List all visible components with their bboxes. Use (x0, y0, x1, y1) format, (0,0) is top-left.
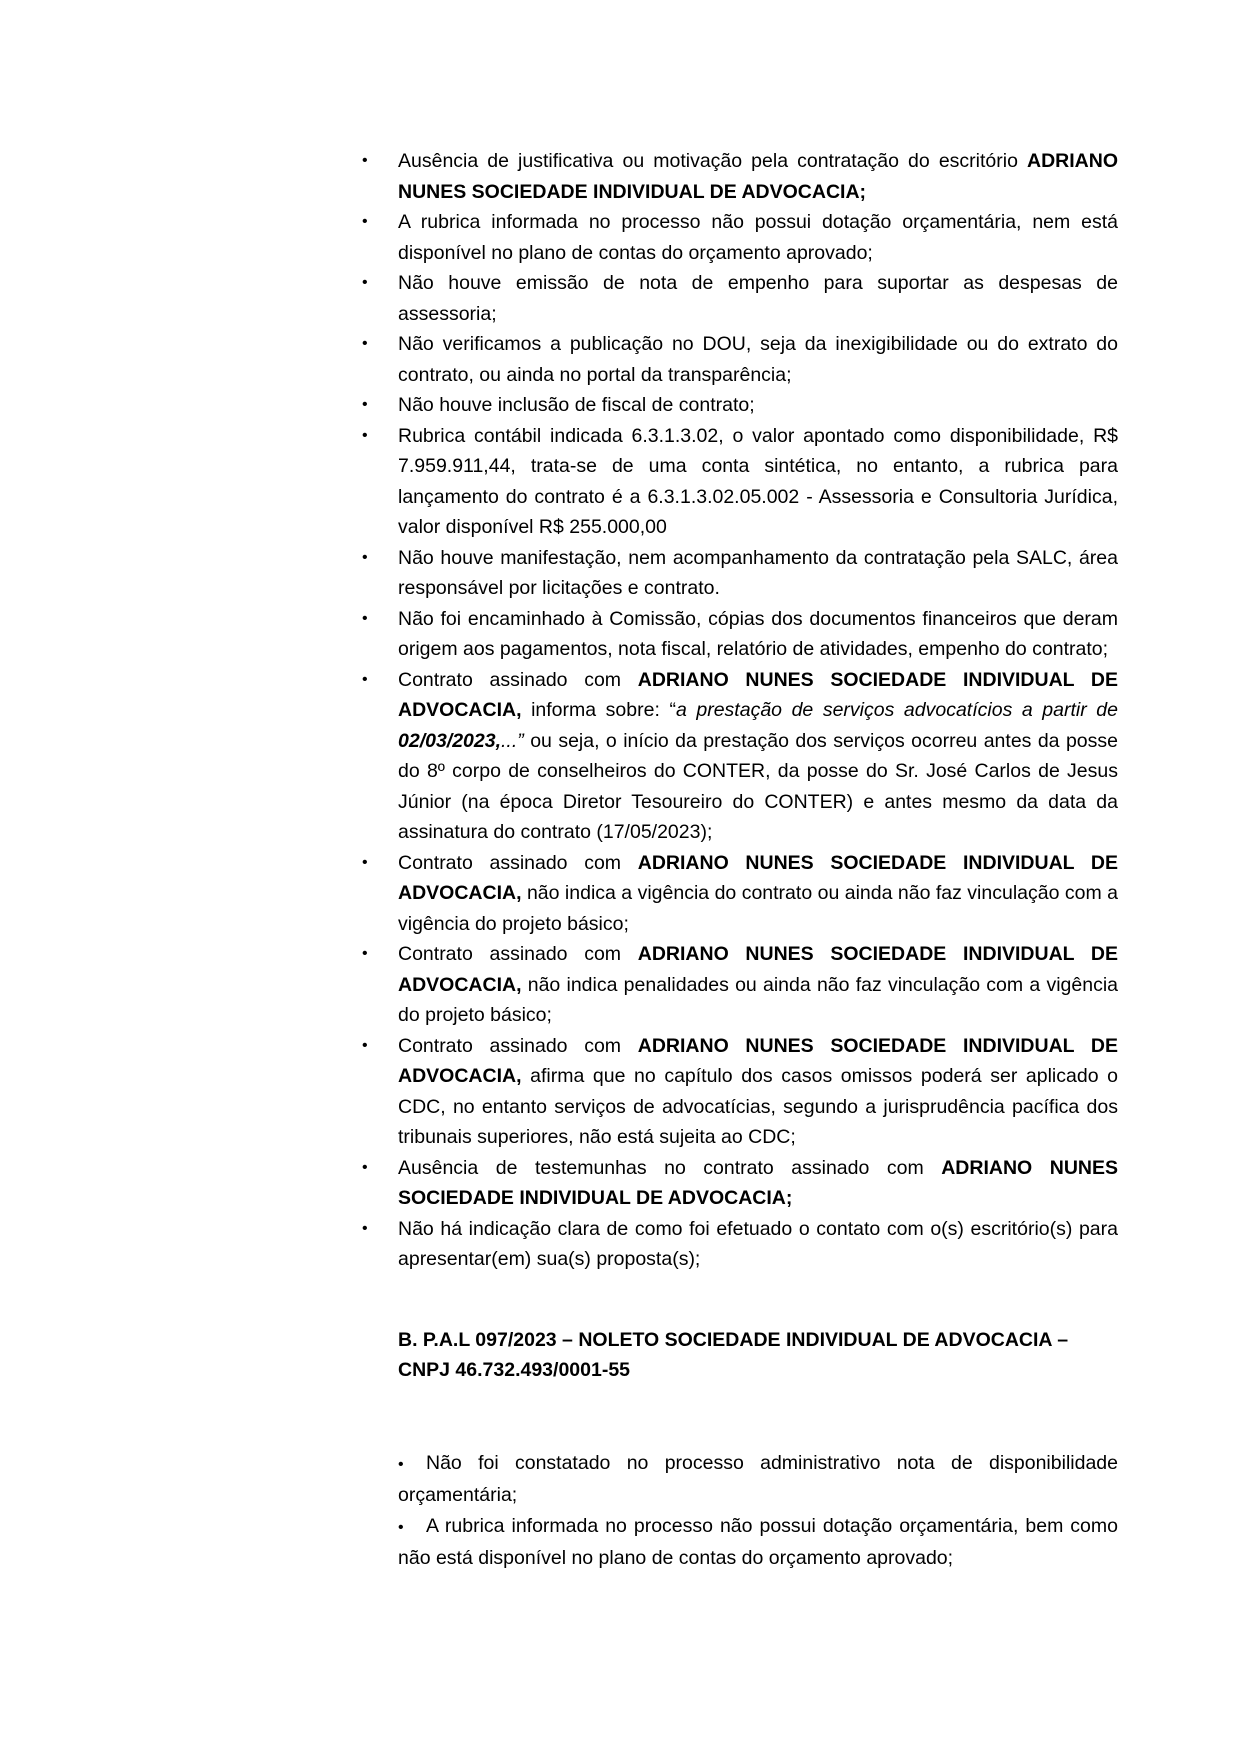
list-item: • Não houve manifestação, nem acompanhamento da contratação pela SALC, área responsável por licitações e contrato. (398, 543, 1118, 604)
list-item: • Contrato assinado com ADRIANO NUNES SOCIEDADE INDIVIDUAL DE ADVOCACIA, não indica penalidades ou ainda não faz vinculação com a vigência do projeto básico; (398, 939, 1118, 1031)
list-item: • Não verificamos a publicação no DOU, seja da inexigibilidade ou do extrato do contrato, ou ainda no portal da transparência; (398, 329, 1118, 390)
list-item: • Não foi encaminhado à Comissão, cópias dos documentos financeiros que deram origem aos pagamentos, nota fiscal, relatório de atividades, empenho do contrato; (398, 604, 1118, 665)
bullet-icon: • (362, 213, 368, 230)
list-item: • Não há indicação clara de como foi efetuado o contato com o(s) escritório(s) para apresentar(em) sua(s) proposta(s); (398, 1214, 1118, 1275)
list-item: • A rubrica informada no processo não possui dotação orçamentária, bem como não está disponível no plano de contas do orçamento aprovado; (398, 1514, 1118, 1569)
bullet-icon: • (362, 274, 368, 291)
bullet-icon: • (362, 670, 368, 688)
bullet-icon: • (362, 853, 368, 871)
bullet-icon: • (362, 396, 368, 413)
findings-list-a (362, 146, 1119, 1275)
list-item: • Não houve emissão de nota de empenho para suportar as despesas de assessoria; (398, 268, 1118, 329)
bullet-icon: • (362, 609, 368, 627)
bullet-icon: • (398, 1518, 404, 1536)
list-item: • Contrato assinado com ADRIANO NUNES SOCIEDADE INDIVIDUAL DE ADVOCACIA, não indica a vigência do contrato ou ainda não faz vinculação com a vigência do projeto básico; (398, 848, 1118, 940)
page-content (362, 146, 1119, 1574)
list-item: • Ausência de testemunhas no contrato assinado com ADRIANO NUNES SOCIEDADE INDIVIDUAL DE ADVOCACIA; (398, 1153, 1118, 1214)
list-item-contract-start: • Contrato assinado com ADRIANO NUNES SOCIEDADE INDIVIDUAL DE ADVOCACIA, informa sobre: “a prestação de serviços advocatícios a partir de 02/03/2023,...” ou seja, o início da prestação dos serviços ocorreu antes da posse do 8º corpo de conselheiros do CONTER, da posse do Sr. José Carlos de Jesus Júnior (na época Diretor Tesoureiro do CONTER) e antes mesmo da data da assinatura do contrato (17/05/2023); (398, 665, 1118, 848)
list-item: • Não foi constatado no processo administrativo nota de disponibilidade orçamentária; (398, 1451, 1118, 1506)
bullet-icon: • (362, 945, 368, 962)
findings-list-b (398, 1448, 1118, 1574)
section-heading: B. P.A.L 097/2023 – NOLETO SOCIEDADE INDIVIDUAL DE ADVOCACIA – CNPJ 46.732.493/0001-55 (398, 1328, 1069, 1381)
bullet-icon: • (362, 426, 368, 444)
bullet-icon: • (362, 548, 368, 566)
list-item: • A rubrica informada no processo não possui dotação orçamentária, nem está disponível no plano de contas do orçamento aprovado; (398, 207, 1118, 268)
bullet-icon: • (398, 1455, 404, 1473)
bullet-icon: • (362, 335, 368, 352)
list-item: • Ausência de justificativa ou motivação pela contratação do escritório ADRIANO NUNES SOCIEDADE INDIVIDUAL DE ADVOCACIA; (398, 146, 1118, 207)
bullet-icon: • (362, 1158, 368, 1176)
list-item: • Contrato assinado com ADRIANO NUNES SOCIEDADE INDIVIDUAL DE ADVOCACIA, afirma que no capítulo dos casos omissos poderá ser aplicado o CDC, no entanto serviços de advocatícias, segundo a jurisprudência pacífica dos tribunais superiores, não está sujeita ao CDC; (398, 1031, 1118, 1153)
bullet-icon: • (362, 1036, 368, 1054)
list-item: • Rubrica contábil indicada 6.3.1.3.02, o valor apontado como disponibilidade, R$ 7.959.911,44, trata-se de uma conta sintética, no entanto, a rubrica para lançamento do contrato é a 6.3.1.3.02.05.002 - Assessoria e Consultoria Jurídica, valor disponível R$ 255.000,00 (398, 421, 1118, 543)
bullet-icon: • (362, 1219, 368, 1237)
bullet-icon: • (362, 152, 368, 169)
list-item: • Não houve inclusão de fiscal de contrato; (398, 390, 1118, 421)
